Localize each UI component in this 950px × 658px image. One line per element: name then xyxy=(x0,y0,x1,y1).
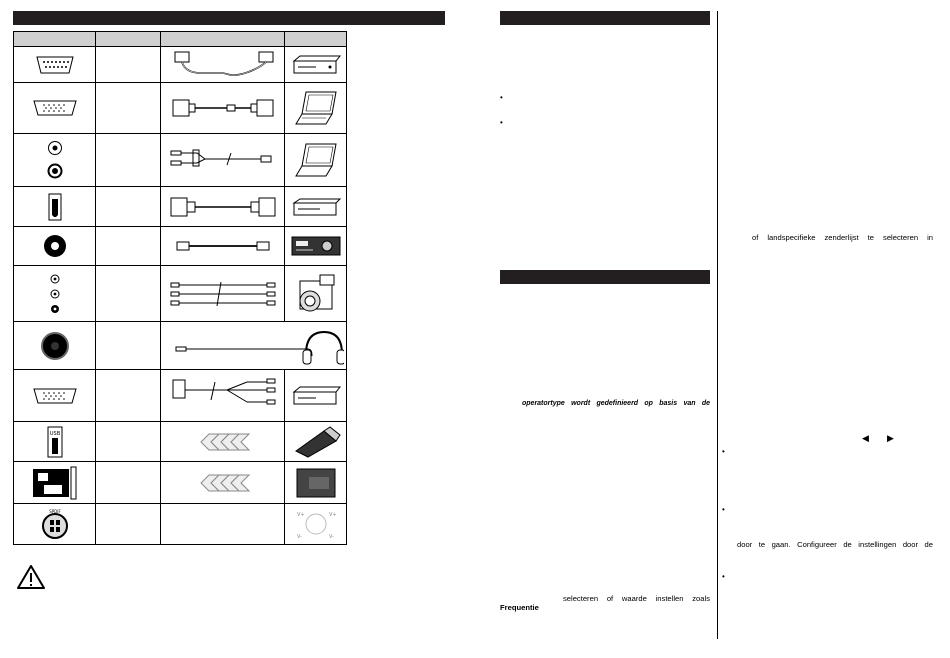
audio-receiver-icon xyxy=(285,227,347,266)
type-cell xyxy=(96,83,161,134)
right-arrow-icon: ▶ xyxy=(887,433,894,443)
audio-cable-icon xyxy=(161,134,285,187)
type-cell xyxy=(96,266,161,322)
connection-table xyxy=(13,31,347,545)
spdif-connector-icon xyxy=(14,227,96,266)
header-cell-type xyxy=(96,32,161,47)
scart-cable-icon xyxy=(161,47,285,83)
laptop-icon xyxy=(285,134,347,187)
scart-connector-icon xyxy=(14,47,96,83)
empty-cable-cell xyxy=(161,504,285,545)
cam-module-icon xyxy=(285,462,347,504)
middle-section-second-header-bar xyxy=(500,270,710,284)
table-row xyxy=(14,266,347,322)
svg-text:V-: V- xyxy=(296,534,302,540)
insert-arrows-icon xyxy=(161,422,285,462)
type-cell xyxy=(96,187,161,227)
dvd-player-icon xyxy=(285,370,347,422)
vga-cable-icon xyxy=(161,83,285,134)
bullet: • xyxy=(722,505,725,514)
table-row xyxy=(14,47,347,83)
table-row xyxy=(14,370,347,422)
table-row xyxy=(14,462,347,504)
operator-type-text: operatortype wordt gedefinieerd op basis van de xyxy=(522,400,710,407)
table-row xyxy=(14,504,347,545)
type-cell xyxy=(96,134,161,187)
column-divider xyxy=(717,11,718,639)
svg-text:V-: V- xyxy=(328,534,334,540)
dvd-player-icon xyxy=(285,47,347,83)
type-cell xyxy=(96,462,161,504)
table-row xyxy=(14,422,347,462)
headphone-jack-icon xyxy=(14,322,96,370)
audio-jack-pair-icon xyxy=(14,134,96,187)
frequency-label: Frequentie xyxy=(500,603,539,612)
type-cell xyxy=(96,370,161,422)
insert-arrows-icon xyxy=(161,462,285,504)
laptop-icon xyxy=(285,83,347,134)
wall-mount-icon xyxy=(285,504,347,545)
header-cell-connector xyxy=(14,32,96,47)
bullet: • xyxy=(500,93,503,102)
component-connector-icon xyxy=(14,266,96,322)
table-row xyxy=(14,134,347,187)
hdmi-connector-icon xyxy=(14,187,96,227)
configure-settings-text: door te gaan. Configureer de instellingen door de xyxy=(737,540,933,549)
vga-connector-icon xyxy=(14,83,96,134)
left-arrow-icon: ◀ xyxy=(862,433,869,443)
header-cell-device xyxy=(285,32,347,47)
bullet: • xyxy=(500,118,503,127)
left-section-header-bar xyxy=(13,11,445,25)
type-cell xyxy=(96,422,161,462)
country-list-text: of landspecifieke zenderlijst te selecteren in xyxy=(752,233,933,242)
svg-text:V+: V+ xyxy=(296,512,305,518)
headphone-cable-icon xyxy=(161,322,347,370)
component-cable-icon xyxy=(161,266,285,322)
svg-text:SPDIF: SPDIF xyxy=(48,509,61,514)
middle-section-header-bar xyxy=(500,11,710,25)
table-header-row xyxy=(14,32,347,47)
table-row xyxy=(14,187,347,227)
table-row xyxy=(14,227,347,266)
bullet: • xyxy=(722,447,725,456)
warning-icon xyxy=(16,564,46,595)
type-cell xyxy=(96,47,161,83)
usb-stick-icon xyxy=(285,422,347,462)
ci-slot-icon xyxy=(14,462,96,504)
set-top-box-icon xyxy=(285,187,347,227)
subwoofer-connector-icon xyxy=(14,504,96,545)
ypbpr-cable-icon xyxy=(161,370,285,422)
type-cell xyxy=(96,322,161,370)
coaxial-cable-icon xyxy=(161,227,285,266)
svg-text:USB: USB xyxy=(49,430,60,437)
bullet: • xyxy=(722,572,725,581)
hdmi-cable-icon xyxy=(161,187,285,227)
header-cell-cable xyxy=(161,32,285,47)
table-row xyxy=(14,83,347,134)
type-cell xyxy=(96,504,161,545)
svg-text:V+: V+ xyxy=(328,512,337,518)
camcorder-icon xyxy=(285,266,347,322)
usb-port-icon xyxy=(14,422,96,462)
ypbpr-vga-connector-icon xyxy=(14,370,96,422)
table-row xyxy=(14,322,347,370)
select-value-text: selecteren of waarde instellen zoals xyxy=(563,594,710,603)
type-cell xyxy=(96,227,161,266)
